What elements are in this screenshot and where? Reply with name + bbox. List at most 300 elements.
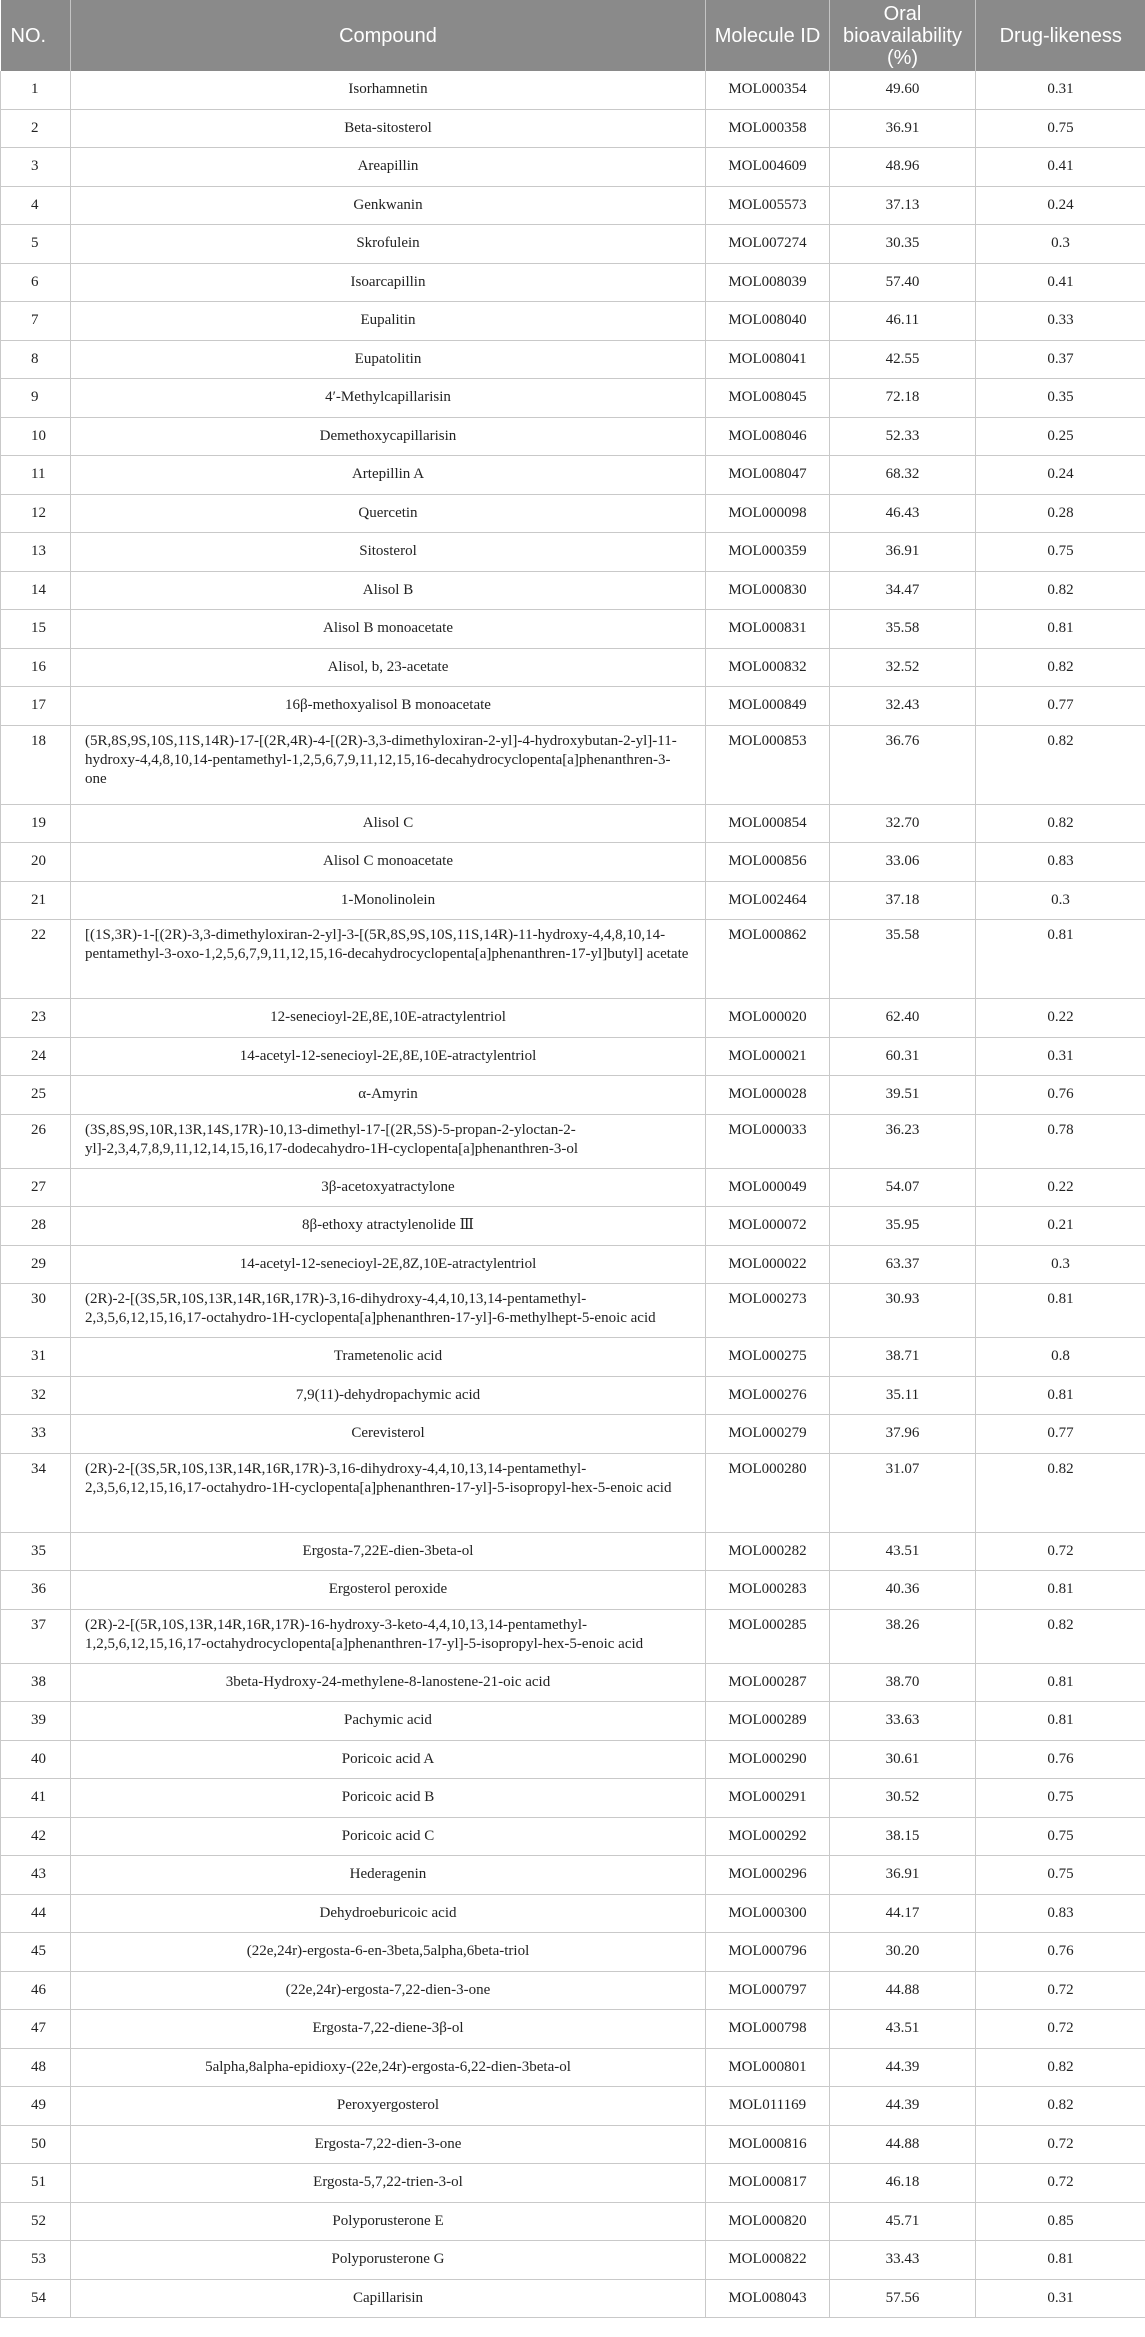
cell-molecule-id: MOL000796 (706, 1933, 830, 1972)
cell-compound-name: (22e,24r)-ergosta-7,22-dien-3-one (71, 1971, 706, 2010)
cell-compound-name: Alisol C monoacetate (71, 843, 706, 882)
cell-drug-likeness: 0.76 (976, 1740, 1145, 1779)
cell-molecule-id: MOL000033 (706, 1114, 830, 1168)
cell-row-number: 9 (1, 379, 71, 418)
cell-molecule-id: MOL000296 (706, 1856, 830, 1895)
cell-compound-name: (3S,8S,9S,10R,13R,14S,17R)-10,13-dimethyl-17-[(2R,5S)-5-propan-2-yloctan-2-yl]-2,3,4,7,8,9,11,12,14,15,16,17-dodecahydro-1H-cyclopenta[a]phenanthren-3-ol (71, 1114, 706, 1168)
cell-molecule-id: MOL000283 (706, 1571, 830, 1610)
header-compound: Compound (71, 0, 706, 71)
cell-drug-likeness: 0.21 (976, 1207, 1145, 1246)
cell-compound-name: Isoarcapillin (71, 263, 706, 302)
cell-row-number: 48 (1, 2048, 71, 2087)
cell-drug-likeness: 0.82 (976, 2087, 1145, 2126)
table-row (1, 533, 1145, 572)
table-row (1, 71, 1145, 109)
cell-compound-name: 1-Monolinolein (71, 881, 706, 920)
table-row (1, 417, 1145, 456)
cell-drug-likeness: 0.22 (976, 999, 1145, 1038)
cell-oral-bioavailability: 72.18 (830, 379, 976, 418)
cell-oral-bioavailability: 48.96 (830, 148, 976, 187)
header-row (1, 0, 1145, 71)
cell-drug-likeness: 0.82 (976, 1609, 1145, 1663)
cell-drug-likeness: 0.76 (976, 1933, 1145, 1972)
cell-compound-name: Alisol C (71, 804, 706, 843)
table-body (1, 71, 1145, 2318)
cell-row-number: 1 (1, 71, 71, 109)
cell-row-number: 38 (1, 1663, 71, 1702)
table-row (1, 379, 1145, 418)
cell-oral-bioavailability: 68.32 (830, 456, 976, 495)
cell-oral-bioavailability: 46.11 (830, 302, 976, 341)
cell-drug-likeness: 0.81 (976, 1571, 1145, 1610)
cell-molecule-id: MOL000022 (706, 1245, 830, 1284)
cell-compound-name: 8β-ethoxy atractylenolide Ⅲ (71, 1207, 706, 1246)
cell-oral-bioavailability: 33.63 (830, 1702, 976, 1741)
table-row (1, 804, 1145, 843)
cell-row-number: 12 (1, 494, 71, 533)
cell-compound-name: Genkwanin (71, 186, 706, 225)
cell-oral-bioavailability: 44.39 (830, 2048, 976, 2087)
cell-row-number: 47 (1, 2010, 71, 2049)
cell-molecule-id: MOL000359 (706, 533, 830, 572)
cell-compound-name: Ergosta-7,22E-dien-3beta-ol (71, 1532, 706, 1571)
cell-compound-name: Sitosterol (71, 533, 706, 572)
cell-row-number: 54 (1, 2279, 71, 2318)
cell-row-number: 33 (1, 1415, 71, 1454)
table-row (1, 2125, 1145, 2164)
table-row (1, 610, 1145, 649)
cell-oral-bioavailability: 36.91 (830, 533, 976, 572)
cell-row-number: 8 (1, 340, 71, 379)
cell-compound-name: Beta-sitosterol (71, 109, 706, 148)
cell-row-number: 23 (1, 999, 71, 1038)
cell-row-number: 10 (1, 417, 71, 456)
cell-oral-bioavailability: 33.06 (830, 843, 976, 882)
cell-compound-name: Cerevisterol (71, 1415, 706, 1454)
cell-row-number: 35 (1, 1532, 71, 1571)
cell-compound-name: Ergosta-7,22-diene-3β-ol (71, 2010, 706, 2049)
cell-drug-likeness: 0.82 (976, 1453, 1145, 1532)
cell-drug-likeness: 0.72 (976, 2010, 1145, 2049)
cell-drug-likeness: 0.77 (976, 1415, 1145, 1454)
cell-molecule-id: MOL000280 (706, 1453, 830, 1532)
cell-drug-likeness: 0.75 (976, 533, 1145, 572)
cell-molecule-id: MOL000291 (706, 1779, 830, 1818)
cell-molecule-id: MOL000276 (706, 1376, 830, 1415)
table-row (1, 881, 1145, 920)
cell-drug-likeness: 0.85 (976, 2202, 1145, 2241)
cell-compound-name: (22e,24r)-ergosta-6-en-3beta,5alpha,6beta-triol (71, 1933, 706, 1972)
cell-compound-name: Poricoic acid C (71, 1817, 706, 1856)
cell-drug-likeness: 0.81 (976, 2241, 1145, 2280)
cell-molecule-id: MOL005573 (706, 186, 830, 225)
cell-compound-name: 7,9(11)-dehydropachymic acid (71, 1376, 706, 1415)
table-row (1, 571, 1145, 610)
cell-molecule-id: MOL000817 (706, 2164, 830, 2203)
cell-drug-likeness: 0.3 (976, 225, 1145, 264)
cell-molecule-id: MOL000285 (706, 1609, 830, 1663)
cell-row-number: 5 (1, 225, 71, 264)
cell-molecule-id: MOL000279 (706, 1415, 830, 1454)
cell-oral-bioavailability: 34.47 (830, 571, 976, 610)
cell-row-number: 30 (1, 1284, 71, 1338)
cell-row-number: 18 (1, 725, 71, 804)
cell-molecule-id: MOL000820 (706, 2202, 830, 2241)
cell-drug-likeness: 0.25 (976, 417, 1145, 456)
cell-row-number: 42 (1, 1817, 71, 1856)
cell-compound-name: [(1S,3R)-1-[(2R)-3,3-dimethyloxiran-2-yl]-3-[(5R,8S,9S,10S,11S,14R)-11-hydroxy-4,4,8,10,14-pentamethyl-3-oxo-1,2,5,6,7,9,11,12,15,16-decahydrocyclopenta[a]phenanthren-17-yl]butyl] acetate (71, 920, 706, 999)
cell-row-number: 28 (1, 1207, 71, 1246)
cell-row-number: 40 (1, 1740, 71, 1779)
cell-compound-name: α-Amyrin (71, 1076, 706, 1115)
cell-drug-likeness: 0.82 (976, 571, 1145, 610)
cell-oral-bioavailability: 35.58 (830, 920, 976, 999)
cell-compound-name: Trametenolic acid (71, 1338, 706, 1377)
cell-oral-bioavailability: 31.07 (830, 1453, 976, 1532)
cell-drug-likeness: 0.41 (976, 263, 1145, 302)
cell-drug-likeness: 0.31 (976, 2279, 1145, 2318)
cell-molecule-id: MOL000021 (706, 1037, 830, 1076)
cell-oral-bioavailability: 52.33 (830, 417, 976, 456)
cell-oral-bioavailability: 40.36 (830, 1571, 976, 1610)
table-row (1, 648, 1145, 687)
table-row (1, 920, 1145, 999)
cell-drug-likeness: 0.78 (976, 1114, 1145, 1168)
cell-molecule-id: MOL004609 (706, 148, 830, 187)
table-row (1, 186, 1145, 225)
cell-oral-bioavailability: 44.88 (830, 1971, 976, 2010)
cell-drug-likeness: 0.35 (976, 379, 1145, 418)
cell-drug-likeness: 0.76 (976, 1076, 1145, 1115)
cell-drug-likeness: 0.31 (976, 71, 1145, 109)
cell-row-number: 22 (1, 920, 71, 999)
table-row (1, 1037, 1145, 1076)
cell-compound-name: Eupalitin (71, 302, 706, 341)
cell-drug-likeness: 0.24 (976, 186, 1145, 225)
cell-molecule-id: MOL000849 (706, 687, 830, 726)
cell-oral-bioavailability: 30.20 (830, 1933, 976, 1972)
header-drug-likeness: Drug-likeness (976, 0, 1145, 71)
cell-row-number: 17 (1, 687, 71, 726)
cell-compound-name: Ergosterol peroxide (71, 1571, 706, 1610)
cell-compound-name: Polyporusterone G (71, 2241, 706, 2280)
table-row (1, 2241, 1145, 2280)
cell-molecule-id: MOL000798 (706, 2010, 830, 2049)
cell-molecule-id: MOL008047 (706, 456, 830, 495)
table-row (1, 225, 1145, 264)
cell-oral-bioavailability: 43.51 (830, 1532, 976, 1571)
cell-row-number: 16 (1, 648, 71, 687)
cell-row-number: 37 (1, 1609, 71, 1663)
cell-compound-name: Artepillin A (71, 456, 706, 495)
cell-compound-name: (2R)-2-[(5R,10S,13R,14R,16R,17R)-16-hydroxy-3-keto-4,4,10,13,14-pentamethyl-1,2,5,6,12,15,16,17-octahydrocyclopenta[a]phenanthren-17-yl]-5-isopropyl-hex-5-enoic acid (71, 1609, 706, 1663)
table-row (1, 999, 1145, 1038)
cell-compound-name: 14-acetyl-12-senecioyl-2E,8Z,10E-atractylentriol (71, 1245, 706, 1284)
cell-compound-name: Hederagenin (71, 1856, 706, 1895)
cell-row-number: 20 (1, 843, 71, 882)
cell-compound-name: 12-senecioyl-2E,8E,10E-atractylentriol (71, 999, 706, 1038)
cell-oral-bioavailability: 32.70 (830, 804, 976, 843)
cell-row-number: 21 (1, 881, 71, 920)
cell-drug-likeness: 0.82 (976, 2048, 1145, 2087)
cell-row-number: 26 (1, 1114, 71, 1168)
cell-molecule-id: MOL000822 (706, 2241, 830, 2280)
cell-row-number: 31 (1, 1338, 71, 1377)
cell-molecule-id: MOL000801 (706, 2048, 830, 2087)
cell-drug-likeness: 0.8 (976, 1338, 1145, 1377)
cell-oral-bioavailability: 39.51 (830, 1076, 976, 1115)
cell-compound-name: Ergosta-5,7,22-trien-3-ol (71, 2164, 706, 2203)
cell-molecule-id: MOL000289 (706, 1702, 830, 1741)
cell-oral-bioavailability: 44.88 (830, 2125, 976, 2164)
cell-compound-name: (2R)-2-[(3S,5R,10S,13R,14R,16R,17R)-3,16-dihydroxy-4,4,10,13,14-pentamethyl-2,3,5,6,12,15,16,17-octahydro-1H-cyclopenta[a]phenanthren-17-yl]-6-methylhept-5-enoic acid (71, 1284, 706, 1338)
cell-molecule-id: MOL008045 (706, 379, 830, 418)
table-row (1, 1376, 1145, 1415)
table-row (1, 1609, 1145, 1663)
cell-compound-name: 5alpha,8alpha-epidioxy-(22e,24r)-ergosta-6,22-dien-3beta-ol (71, 2048, 706, 2087)
cell-row-number: 25 (1, 1076, 71, 1115)
cell-row-number: 52 (1, 2202, 71, 2241)
cell-drug-likeness: 0.83 (976, 1894, 1145, 1933)
cell-row-number: 29 (1, 1245, 71, 1284)
cell-drug-likeness: 0.81 (976, 610, 1145, 649)
cell-compound-name: (2R)-2-[(3S,5R,10S,13R,14R,16R,17R)-3,16-dihydroxy-4,4,10,13,14-pentamethyl-2,3,5,6,12,15,16,17-octahydro-1H-cyclopenta[a]phenanthren-17-yl]-5-isopropyl-hex-5-enoic acid (71, 1453, 706, 1532)
table-row (1, 1245, 1145, 1284)
cell-drug-likeness: 0.3 (976, 1245, 1145, 1284)
cell-row-number: 24 (1, 1037, 71, 1076)
cell-oral-bioavailability: 36.91 (830, 109, 976, 148)
cell-oral-bioavailability: 60.31 (830, 1037, 976, 1076)
cell-row-number: 6 (1, 263, 71, 302)
table-row (1, 148, 1145, 187)
cell-oral-bioavailability: 35.95 (830, 1207, 976, 1246)
cell-oral-bioavailability: 38.26 (830, 1609, 976, 1663)
cell-row-number: 13 (1, 533, 71, 572)
cell-compound-name: Eupatolitin (71, 340, 706, 379)
cell-molecule-id: MOL000275 (706, 1338, 830, 1377)
table-row (1, 2010, 1145, 2049)
cell-drug-likeness: 0.3 (976, 881, 1145, 920)
cell-compound-name: 16β-methoxyalisol B monoacetate (71, 687, 706, 726)
table-row (1, 1453, 1145, 1532)
cell-row-number: 36 (1, 1571, 71, 1610)
cell-row-number: 34 (1, 1453, 71, 1532)
cell-compound-name: Ergosta-7,22-dien-3-one (71, 2125, 706, 2164)
table-row (1, 263, 1145, 302)
cell-compound-name: 14-acetyl-12-senecioyl-2E,8E,10E-atractylentriol (71, 1037, 706, 1076)
cell-row-number: 50 (1, 2125, 71, 2164)
cell-drug-likeness: 0.41 (976, 148, 1145, 187)
cell-molecule-id: MOL008043 (706, 2279, 830, 2318)
cell-molecule-id: MOL011169 (706, 2087, 830, 2126)
table-row (1, 1114, 1145, 1168)
table-row (1, 456, 1145, 495)
cell-oral-bioavailability: 44.39 (830, 2087, 976, 2126)
table-row (1, 1207, 1145, 1246)
table-row (1, 1971, 1145, 2010)
table-row (1, 1817, 1145, 1856)
table-row (1, 1702, 1145, 1741)
table-row (1, 1779, 1145, 1818)
cell-oral-bioavailability: 62.40 (830, 999, 976, 1038)
cell-compound-name: Alisol B monoacetate (71, 610, 706, 649)
cell-drug-likeness: 0.31 (976, 1037, 1145, 1076)
table-row (1, 687, 1145, 726)
cell-molecule-id: MOL000853 (706, 725, 830, 804)
cell-oral-bioavailability: 42.55 (830, 340, 976, 379)
cell-molecule-id: MOL000273 (706, 1284, 830, 1338)
cell-oral-bioavailability: 36.91 (830, 1856, 976, 1895)
cell-compound-name: Pachymic acid (71, 1702, 706, 1741)
cell-oral-bioavailability: 38.70 (830, 1663, 976, 1702)
cell-drug-likeness: 0.81 (976, 1284, 1145, 1338)
cell-row-number: 2 (1, 109, 71, 148)
cell-molecule-id: MOL000287 (706, 1663, 830, 1702)
cell-molecule-id: MOL000830 (706, 571, 830, 610)
cell-oral-bioavailability: 36.76 (830, 725, 976, 804)
cell-drug-likeness: 0.82 (976, 804, 1145, 843)
cell-drug-likeness: 0.82 (976, 725, 1145, 804)
table-row (1, 1415, 1145, 1454)
cell-molecule-id: MOL000797 (706, 1971, 830, 2010)
cell-oral-bioavailability: 32.43 (830, 687, 976, 726)
table-row (1, 725, 1145, 804)
table-row (1, 1571, 1145, 1610)
cell-row-number: 43 (1, 1856, 71, 1895)
cell-compound-name: Areapillin (71, 148, 706, 187)
cell-oral-bioavailability: 30.35 (830, 225, 976, 264)
cell-compound-name: Skrofulein (71, 225, 706, 264)
cell-molecule-id: MOL008040 (706, 302, 830, 341)
cell-drug-likeness: 0.37 (976, 340, 1145, 379)
header-no: NO. (1, 0, 71, 71)
cell-drug-likeness: 0.81 (976, 1663, 1145, 1702)
cell-oral-bioavailability: 63.37 (830, 1245, 976, 1284)
cell-compound-name: Capillarisin (71, 2279, 706, 2318)
cell-compound-name: Dehydroeburicoic acid (71, 1894, 706, 1933)
cell-row-number: 11 (1, 456, 71, 495)
cell-drug-likeness: 0.22 (976, 1168, 1145, 1207)
cell-oral-bioavailability: 46.43 (830, 494, 976, 533)
cell-drug-likeness: 0.24 (976, 456, 1145, 495)
cell-oral-bioavailability: 38.71 (830, 1338, 976, 1377)
cell-molecule-id: MOL000854 (706, 804, 830, 843)
cell-drug-likeness: 0.81 (976, 1376, 1145, 1415)
cell-oral-bioavailability: 30.52 (830, 1779, 976, 1818)
cell-drug-likeness: 0.75 (976, 109, 1145, 148)
cell-oral-bioavailability: 57.40 (830, 263, 976, 302)
cell-oral-bioavailability: 45.71 (830, 2202, 976, 2241)
cell-molecule-id: MOL000098 (706, 494, 830, 533)
table-row (1, 1933, 1145, 1972)
cell-molecule-id: MOL000290 (706, 1740, 830, 1779)
cell-drug-likeness: 0.83 (976, 843, 1145, 882)
cell-molecule-id: MOL000856 (706, 843, 830, 882)
cell-drug-likeness: 0.81 (976, 920, 1145, 999)
table-row (1, 340, 1145, 379)
table-row (1, 494, 1145, 533)
table-row (1, 1740, 1145, 1779)
cell-row-number: 19 (1, 804, 71, 843)
cell-molecule-id: MOL000300 (706, 1894, 830, 1933)
cell-drug-likeness: 0.75 (976, 1817, 1145, 1856)
header-oral-bioavailability: Oral bioavailability (%) (830, 0, 976, 71)
cell-drug-likeness: 0.82 (976, 648, 1145, 687)
table-row (1, 1076, 1145, 1115)
cell-row-number: 46 (1, 1971, 71, 2010)
cell-molecule-id: MOL008041 (706, 340, 830, 379)
cell-compound-name: (5R,8S,9S,10S,11S,14R)-17-[(2R,4R)-4-[(2R)-3,3-dimethyloxiran-2-yl]-4-hydroxybutan-2-yl]-11-hydroxy-4,4,8,10,14-pentamethyl-1,2,5,6,7,9,11,12,15,16-decahydrocyclopenta[a]phenanthren-3-one (71, 725, 706, 804)
cell-molecule-id: MOL002464 (706, 881, 830, 920)
cell-drug-likeness: 0.72 (976, 1532, 1145, 1571)
cell-oral-bioavailability: 35.11 (830, 1376, 976, 1415)
cell-row-number: 15 (1, 610, 71, 649)
cell-row-number: 39 (1, 1702, 71, 1741)
table-row (1, 1532, 1145, 1571)
table-row (1, 109, 1145, 148)
cell-row-number: 49 (1, 2087, 71, 2126)
table-row (1, 1338, 1145, 1377)
cell-compound-name: Peroxyergosterol (71, 2087, 706, 2126)
cell-molecule-id: MOL000020 (706, 999, 830, 1038)
cell-drug-likeness: 0.81 (976, 1702, 1145, 1741)
cell-compound-name: Poricoic acid B (71, 1779, 706, 1818)
table-row (1, 843, 1145, 882)
cell-compound-name: Alisol, b, 23-acetate (71, 648, 706, 687)
cell-oral-bioavailability: 35.58 (830, 610, 976, 649)
table-row (1, 1663, 1145, 1702)
cell-compound-name: Demethoxycapillarisin (71, 417, 706, 456)
cell-drug-likeness: 0.75 (976, 1856, 1145, 1895)
header-molecule-id: Molecule ID (706, 0, 830, 71)
cell-molecule-id: MOL000832 (706, 648, 830, 687)
table-row (1, 1284, 1145, 1338)
cell-molecule-id: MOL000831 (706, 610, 830, 649)
cell-molecule-id: MOL000049 (706, 1168, 830, 1207)
table-row (1, 1168, 1145, 1207)
cell-compound-name: Quercetin (71, 494, 706, 533)
cell-oral-bioavailability: 38.15 (830, 1817, 976, 1856)
cell-row-number: 53 (1, 2241, 71, 2280)
cell-molecule-id: MOL000292 (706, 1817, 830, 1856)
cell-oral-bioavailability: 57.56 (830, 2279, 976, 2318)
table-row (1, 2202, 1145, 2241)
cell-oral-bioavailability: 33.43 (830, 2241, 976, 2280)
cell-row-number: 4 (1, 186, 71, 225)
cell-row-number: 51 (1, 2164, 71, 2203)
cell-oral-bioavailability: 54.07 (830, 1168, 976, 1207)
table-row (1, 302, 1145, 341)
cell-drug-likeness: 0.72 (976, 2125, 1145, 2164)
cell-compound-name: 3β-acetoxyatractylone (71, 1168, 706, 1207)
cell-molecule-id: MOL008046 (706, 417, 830, 456)
cell-drug-likeness: 0.77 (976, 687, 1145, 726)
cell-compound-name: Poricoic acid A (71, 1740, 706, 1779)
table-row (1, 2164, 1145, 2203)
cell-oral-bioavailability: 44.17 (830, 1894, 976, 1933)
cell-oral-bioavailability: 37.18 (830, 881, 976, 920)
table-row (1, 1894, 1145, 1933)
cell-row-number: 7 (1, 302, 71, 341)
cell-molecule-id: MOL000072 (706, 1207, 830, 1246)
cell-molecule-id: MOL000282 (706, 1532, 830, 1571)
table-row (1, 2048, 1145, 2087)
cell-row-number: 14 (1, 571, 71, 610)
table-row (1, 2087, 1145, 2126)
cell-drug-likeness: 0.28 (976, 494, 1145, 533)
cell-drug-likeness: 0.72 (976, 2164, 1145, 2203)
cell-oral-bioavailability: 46.18 (830, 2164, 976, 2203)
